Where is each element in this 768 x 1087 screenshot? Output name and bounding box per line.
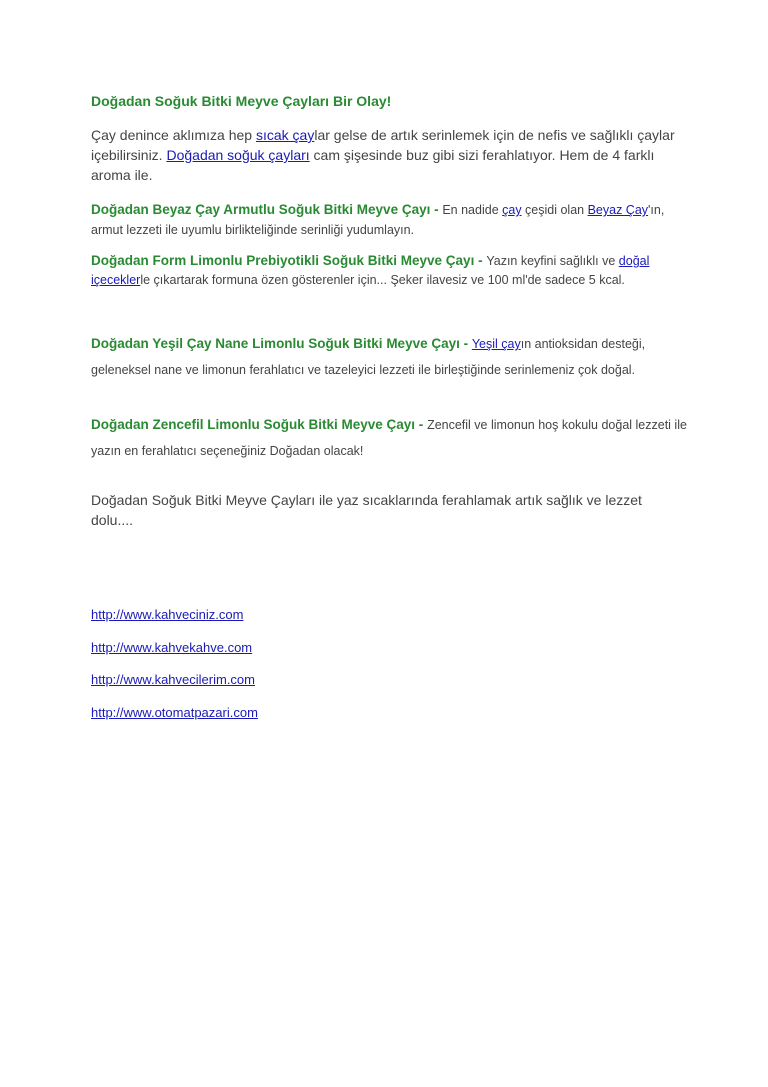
product-text: le çıkartarak formuna özen gösterenler için... Şeker ilavesiz ve 100 ml'de sadece 5 kcal.: [140, 273, 625, 287]
product-text: çeşidi olan: [521, 203, 588, 217]
intro-text: Çay denince aklımıza hep: [91, 127, 256, 143]
product-text: Yazın keyfini sağlıklı ve: [486, 254, 619, 268]
product-name: Doğadan Form Limonlu Prebiyotikli Soğuk Bitki Meyve Çayı -: [91, 253, 487, 268]
closing-paragraph: Doğadan Soğuk Bitki Meyve Çayları ile yaz sıcaklarında ferahlamak artık sağlık ve lezzet dolu....: [91, 492, 642, 528]
product-form-lemon: [91, 251, 691, 290]
intro-text: lar gelse de artık serinlemek için de nefis ve sağlıklı çaylar içebilirsiniz.: [91, 127, 675, 163]
natural-drinks-link[interactable]: doğal içecekler: [91, 254, 650, 287]
hot-tea-link[interactable]: sıcak çay: [255, 127, 315, 143]
intro-paragraph: [91, 125, 681, 185]
product-name: Doğadan Zencefil Limonlu Soğuk Bitki Meyve Çayı -: [91, 417, 428, 432]
link-kahveciniz[interactable]: http://www.kahveciniz.com: [91, 607, 244, 622]
intro-text: cam şişesinde buz gibi sizi ferahlatıyor. Hem de 4 farklı aroma ile.: [91, 147, 655, 183]
green-tea-link[interactable]: Yeşil çay: [471, 337, 521, 351]
link-otomatpazari[interactable]: http://www.otomatpazari.com: [91, 704, 258, 720]
product-name: Doğadan Beyaz Çay Armutlu Soğuk Bitki Meyve Çayı -: [91, 202, 443, 217]
product-green-tea: [91, 331, 691, 383]
product-name: Doğadan Yeşil Çay Nane Limonlu Soğuk Bitki Meyve Çayı -: [91, 336, 472, 351]
product-white-tea: [91, 200, 691, 240]
white-tea-link[interactable]: Beyaz Çay: [587, 203, 649, 217]
tea-link[interactable]: çay: [502, 203, 522, 217]
product-ginger-lemon: [91, 412, 691, 464]
product-text: Zencefil ve limonun hoş kokulu doğal lezzeti ile yazın en ferahlatıcı seçeneğiniz Doğadan olacak!: [91, 418, 687, 458]
link-kahvekahve[interactable]: http://www.kahvekahve.com: [91, 639, 253, 655]
link-kahvecilerim[interactable]: http://www.kahvecilerim.com: [91, 672, 255, 687]
product-text: En nadide: [442, 203, 503, 217]
page-title: Doğadan Soğuk Bitki Meyve Çayları Bir Olay!: [91, 93, 392, 109]
product-text: 'ın, armut lezzeti ile uyumlu birlikteliğinde serinliği yudumlayın.: [91, 203, 665, 237]
link-list: [91, 606, 258, 736]
product-text: ın antioksidan desteği, geleneksel nane ve limonun ferahlatıcı ve tazeleyici lezzeti ile birleştiğinde serinlemeniz çok doğal.: [91, 337, 646, 377]
cold-tea-link[interactable]: Doğadan soğuk çayları: [166, 147, 310, 163]
